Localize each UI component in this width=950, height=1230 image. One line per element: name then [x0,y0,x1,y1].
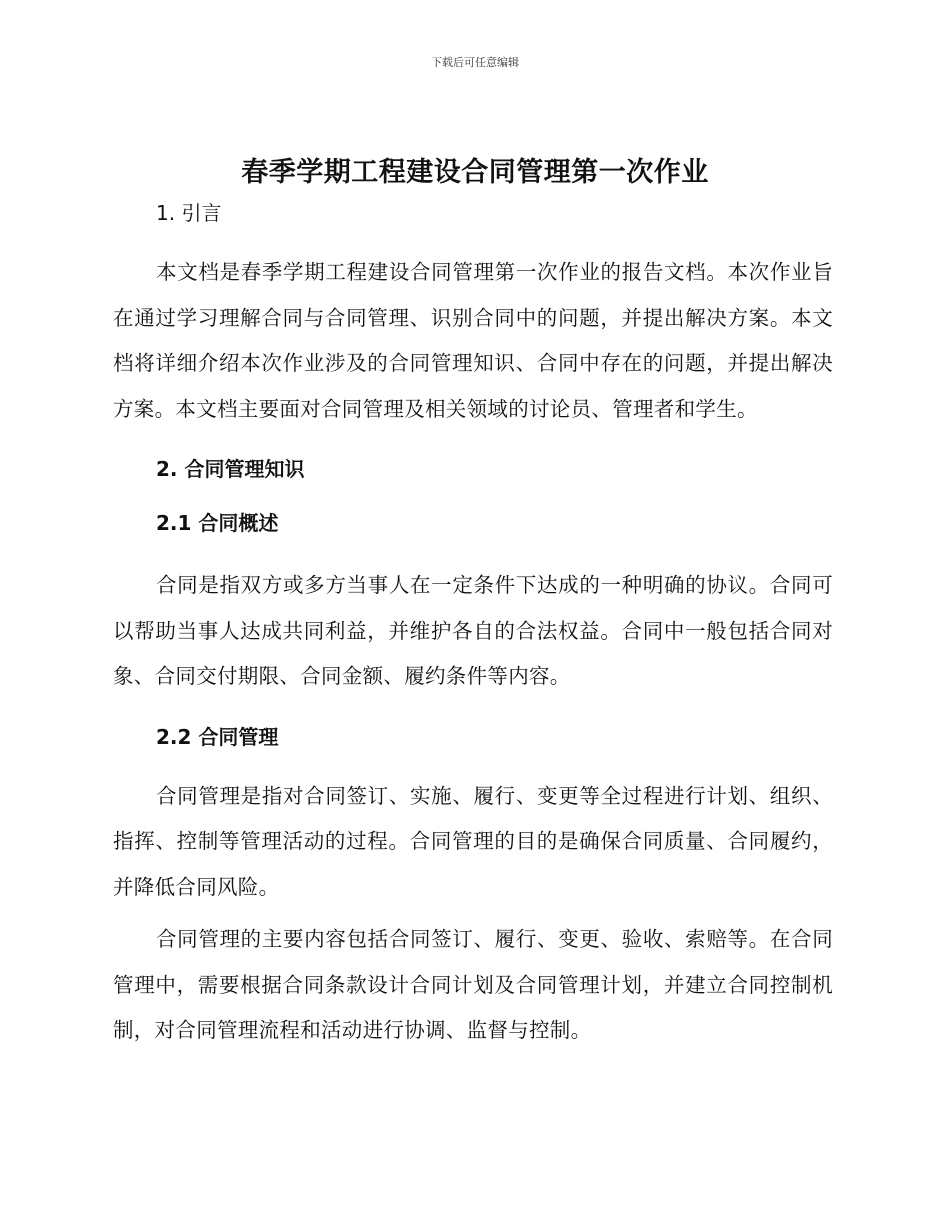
contract-overview-paragraph: 合同是指双方或多方当事人在一定条件下达成的一种明确的协议。合同可以帮助当事人达成共同利益，并维护各自的合法权益。合同中一般包括合同对象、合同交付期限、合同金额、履约条件等内容。 [113,573,833,688]
page-header-note: 下载后可任意编辑 [431,56,519,69]
section-heading-introduction: 1. 引言 [156,201,222,225]
section-heading-contract-management-knowledge: 2. 合同管理知识 [156,457,305,481]
subsection-heading-contract-overview: 2.1 合同概述 [156,511,279,535]
contract-management-paragraph-1: 合同管理是指对合同签订、实施、履行、变更等全过程进行计划、组织、指挥、控制等管理活动的过程。合同管理的目的是确保合同质量、合同履约，并降低合同风险。 [113,783,833,899]
introduction-paragraph: 本文档是春季学期工程建设合同管理第一次作业的报告文档。本次作业旨在通过学习理解合同与合同管理、识别合同中的问题，并提出解决方案。本文档将详细介绍本次作业涉及的合同管理知识、合同中存在的问题，并提出解决方案。本文档主要面对合同管理及相关领域的讨论员、管理者和学生。 [113,260,833,421]
subsection-heading-contract-management: 2.2 合同管理 [156,724,279,749]
document-title: 春季学期工程建设合同管理第一次作业 [241,157,709,188]
contract-management-paragraph-2: 合同管理的主要内容包括合同签订、履行、变更、验收、索赔等。在合同管理中，需要根据合同条款设计合同计划及合同管理计划，并建立合同控制机制，对合同管理流程和活动进行协调、监督与控制。 [113,927,833,1042]
document-body [113,196,833,1054]
